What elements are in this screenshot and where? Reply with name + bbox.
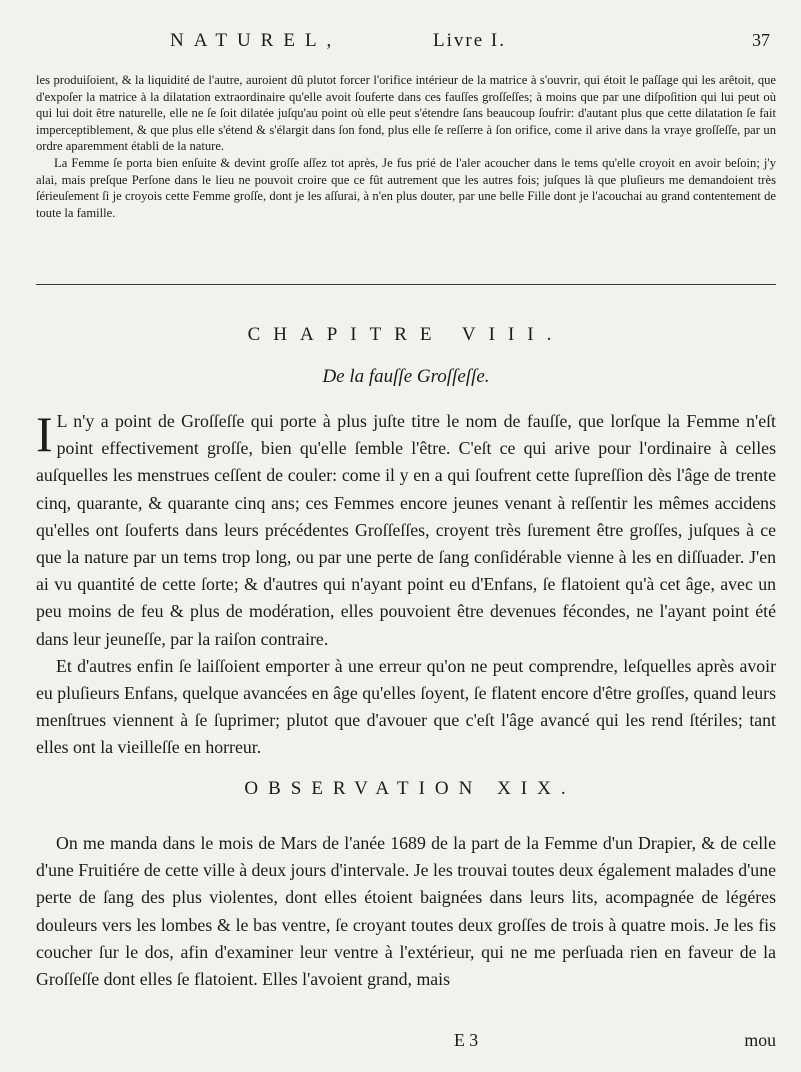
running-head-book: Livre I. [433,30,506,51]
page-footer [36,1030,776,1056]
chapter-body [36,408,776,762]
drop-cap: I [36,406,53,462]
page-number: 37 [752,30,770,50]
signature-mark: E 3 [454,1030,479,1050]
observation-body [36,830,776,993]
running-head-title: NATUREL, [170,30,342,51]
paragraph-text: L n'y a point de Groſſeſſe qui porte à plus juſte titre le nom de fauſſe, que lorſque la Femme n'eſt point effectivement groſſe, bien qu'elle ſemble l'être. C'eſt ce qui arive pour l'ordinaire à celles auſquelles les menstrues ceſſent de couler: come il y en a qui ſoufrent cette ſupreſſion dès l'âge de trente cinq, quarante, & quarante cinq ans; ces Femmes encore jeunes venant à reſſentir les mêmes accidens qu'elles ont ſouferts dans leurs précédentes Groſſeſſes, croyent très ſurement être groſſes, juſques à ce que la nature par un tems trop long, ou par une perte de ſang conſidérable vienne à les en diſſuader. J'en ai vu quantité de cette ſorte; & d'autres qui n'ayant point eu d'Enfans, ſe flatoient qu'à cet âge, avec un peu moins de feu & plus de modération, elles pouvoient être devenues fécondes, ne l'ayant point été dans leur jeuneſſe, par la raiſon contraire. [36,411,776,649]
paragraph: La Femme ſe porta bien enſuite & devint groſſe aſſez tot après, Je fus prié de l'aler acoucher dans le tems qu'elle croyoit en avoir beſoin; j'y alai, mais preſque Perſone dans le lieu ne pouvoit croire que ce fût autrement que les autres fois; juſques là que pluſieurs me demandoient très ſérieuſement ſi je croyois cette Femme groſſe, dont je les aſſurai, à n'en plus douter, par une belle Fille dont je l'acouchai au grand contentement de toute la famille. [36,155,776,220]
observation-heading: OBSERVATION XIX. [244,778,576,799]
paragraph [36,408,776,653]
paragraph: les produiſoient, & la liquidité de l'autre, auroient dû plutot forcer l'orifice intérieur de la matrice à s'ouvrir, qui étoit le paſſage qui les arêtoit, que d'expoſer la matrice à la dilatation extraordinaire qu'elle avoit ſouferte dans ces fauſſes groſſeſſes; à moins que par une diſpoſition qui lui peut où qui lui doit être naturelle, elle ne ſe ſoit dilatée juſqu'au point où elle peut s'étendre ſans beaucoup ſoufrir: d'autant plus que cette dilatation ſe fait imperceptiblement, & que plus elle s'étend & s'élargit dans ſon fond, plus elle ſe reſſerre à ſon orifice, come il arive dans la vraye groſſeſſe, par un ordre aparemment établi de la nature. [36,73,776,154]
preceding-observation-text [36,72,776,221]
chapter-heading: CHAPITRE VIII. [247,324,565,345]
chapter-subtitle: De la fauſſe Groſſeſſe. [322,366,490,387]
running-head [170,30,770,60]
section-divider [36,284,776,285]
paragraph: Et d'autres enfin ſe laiſſoient emporter à une erreur qu'on ne peut comprendre, leſquelles après avoir eu pluſieurs Enfans, quelque avancées en âge qu'elles ſoyent, ſe flatent encore d'être groſſes, quand leurs menſtrues viennent à ſe ſuprimer; plutot que d'avouer que c'eſt l'âge avancé qui les rend ſtériles; tant elles ont la vieilleſſe en horreur. [36,655,776,758]
catchword: mou [744,1030,776,1050]
paragraph: On me manda dans le mois de Mars de l'anée 1689 de la part de la Femme d'un Drapier, & de celle d'une Fruitiére de cette ville à deux jours d'intervale. Je les trouvai toutes deux également malades d'une perte de ſang des plus violentes, dont elles étoient baignées dans leurs lits, acompagnée de légéres douleurs vers les lombes & le bas ventre, ſe croyant toutes deux groſſes de trois à quatre mois. Je les fis coucher ſur le dos, afin d'examiner leur ventre à l'extérieur, qui ne me perſuada rien en faveur de la Groſſeſſe dont elles ſe flatoient. Elles l'avoient grand, mais [36,833,776,990]
